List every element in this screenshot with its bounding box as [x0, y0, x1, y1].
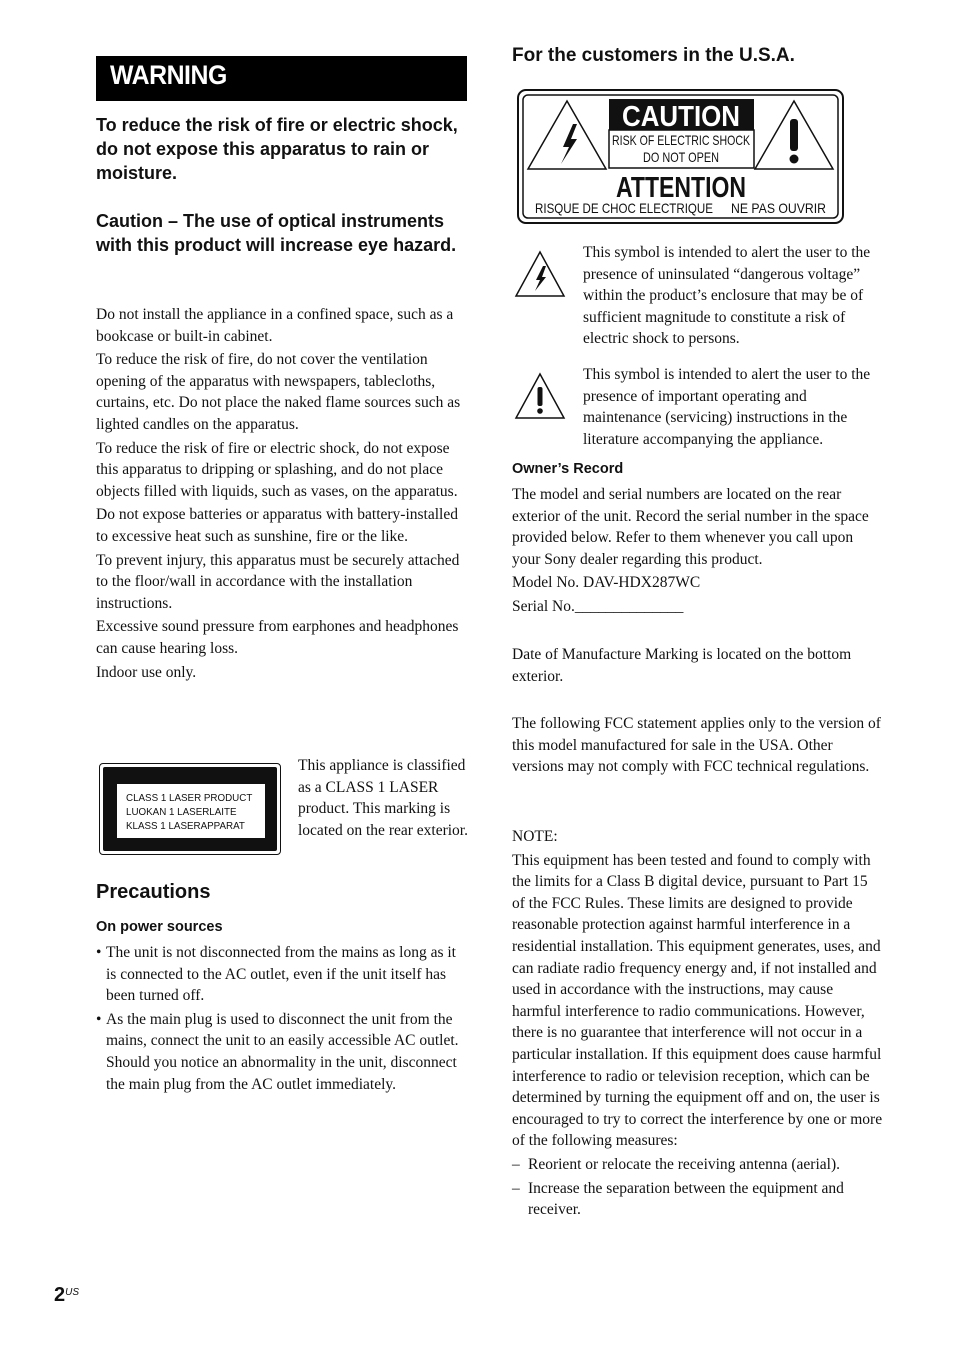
lightning-triangle-icon [514, 250, 566, 298]
date-marking: Date of Manufacture Marking is located on the bottom exterior. [512, 646, 852, 685]
attention-word: ATTENTION [616, 172, 746, 204]
caution-label [517, 89, 844, 224]
risk-line1: RISK OF ELECTRIC SHOCK [612, 132, 751, 148]
caution-label-graphic [517, 89, 844, 224]
symbol1-description: This symbol is intended to alert the user to the presence of uninsulated “dangerous voltage” within the product’s enclosure that may be of sufficient magnitude to constitute a risk of electric shock to persons. [583, 244, 871, 348]
region-code: US [65, 1287, 80, 1298]
paragraph: To prevent injury, this apparatus must be securely attached to the floor/wall in accordance with the installation instructions. [96, 551, 460, 612]
safety-paragraphs [96, 304, 468, 683]
risque-line: RISQUE DE CHOC ELECTRIQUE [535, 200, 713, 216]
laser-label-line: LUOKAN 1 LASERLAITE [126, 807, 237, 818]
laser-label-line: CLASS 1 LASER PRODUCT [126, 793, 253, 804]
laser-description: This appliance is classified as a CLASS 1 LASER product. This marking is located on the rear exterior. [298, 757, 468, 839]
symbol2-description: This symbol is intended to alert the user to the presence of important operating and maintenance (servicing) instructions in the literature accompanying the appliance. [583, 366, 871, 448]
risk-heading: To reduce the risk of fire or electric shock, do not expose this apparatus to rain or moisture. [96, 115, 458, 183]
caution-word: CAUTION [622, 101, 740, 133]
risk-line2: DO NOT OPEN [643, 149, 719, 165]
fcc-statement: The following FCC statement applies only to the version of this model manufactured for sale in the USA. Other versions may not comply with FCC technical regulations. [512, 715, 881, 776]
exclamation-triangle-icon [514, 372, 566, 420]
laser-label-line: KLASS 1 LASERAPPARAT [126, 821, 245, 832]
note-section [512, 826, 884, 1221]
ne-pas-line: NE PAS OUVRIR [731, 200, 826, 216]
warning-title: WARNING [110, 60, 227, 90]
warning-banner [96, 56, 467, 101]
paragraph: To reduce the risk of fire, do not cover the ventilation opening of the apparatus with newspapers, tablecloths, curtains, etc. Do not place the naked flame sources such as lighted candles on the apparatus. [96, 351, 461, 433]
paragraph: To reduce the risk of fire or electric shock, do not expose this apparatus to dripping or splashing, and do not place objects filled with liquids, such as vases, on the apparatus. [96, 439, 458, 500]
model-number: Model No. DAV-HDX287WC [512, 574, 701, 592]
list-item: • The unit is not disconnected from the mains as long as it is connected to the AC outlet, even if the unit itself has been turned off. [96, 944, 456, 1005]
bullet-text: The unit is not disconnected from the mains as long as it is connected to the AC outlet, even if the unit itself has been turned off. [106, 944, 456, 1005]
caution-heading: Caution – The use of optical instruments with this product will increase eye hazard. [96, 211, 457, 255]
power-sources-title: On power sources [96, 919, 223, 935]
bullet-text: As the main plug is used to disconnect the unit from the mains, connect the unit to an easily accessible AC outlet. Should you notice an abnormality in the unit, disconnect the main plug from the AC outlet immediately. [106, 1010, 459, 1093]
paragraph: Do not install the appliance in a confined space, such as a bookcase or built-in cabinet. [96, 306, 454, 345]
paragraph: Excessive sound pressure from earphones and headphones can cause hearing loss. [96, 618, 459, 657]
lightning-symbol [514, 250, 566, 303]
measure-text: Reorient or relocate the receiving antenna (aerial). [528, 1155, 840, 1173]
exclamation-symbol [514, 372, 566, 425]
serial-number: Serial No.______________ [512, 597, 684, 615]
owners-record-text: The model and serial numbers are located on the rear exterior of the unit. Record the serial number in the space provided below. Refer to them whenever you call upon your Sony dealer regarding this product. [512, 486, 869, 568]
paragraph: Do not expose batteries or apparatus with battery-installed to excessive heat such as sunshine, fire or the like. [96, 506, 458, 545]
power-bullets [96, 942, 468, 1095]
owners-record-title: Owner’s Record [512, 461, 624, 477]
page-footer [54, 1284, 79, 1307]
note-label: NOTE: [512, 828, 558, 845]
list-item: • As the main plug is used to disconnect the unit from the mains, connect the unit to an easily accessible AC outlet. Should you notice an abnormality in the unit, disconnect the main plug from the AC outlet immediately. [96, 1010, 459, 1093]
usa-title: For the customers in the U.S.A. [512, 45, 795, 66]
owners-record-section [512, 484, 884, 618]
list-item: – Increase the separation between the equipment and receiver. [512, 1179, 844, 1219]
page-number: 2 [54, 1284, 66, 1306]
laser-product-label [99, 763, 281, 855]
paragraph: Indoor use only. [96, 663, 197, 681]
measure-text: Increase the separation between the equipment and receiver. [528, 1179, 844, 1219]
note-text: This equipment has been tested and found to comply with the limits for a Class B digital device, pursuant to Part 15 of the FCC Rules. These limits are designed to provide reasonable protection against harmful interference in a residential installation. This equipment generates, uses, and can radiate radio frequency energy and, if not installed and used in accordance with the instructions, may cause harmful interference to radio communications. However, there is no guarantee that interference will not occur in a particular installation. If this equipment does cause harmful interference to radio or television reception, which can be determined by turning the equipment off and on, the user is encouraged to try to correct the interference by one or more of the following measures: [512, 851, 883, 1150]
precautions-title: Precautions [96, 881, 211, 903]
list-item: – Reorient or relocate the receiving antenna (aerial). [512, 1155, 840, 1173]
